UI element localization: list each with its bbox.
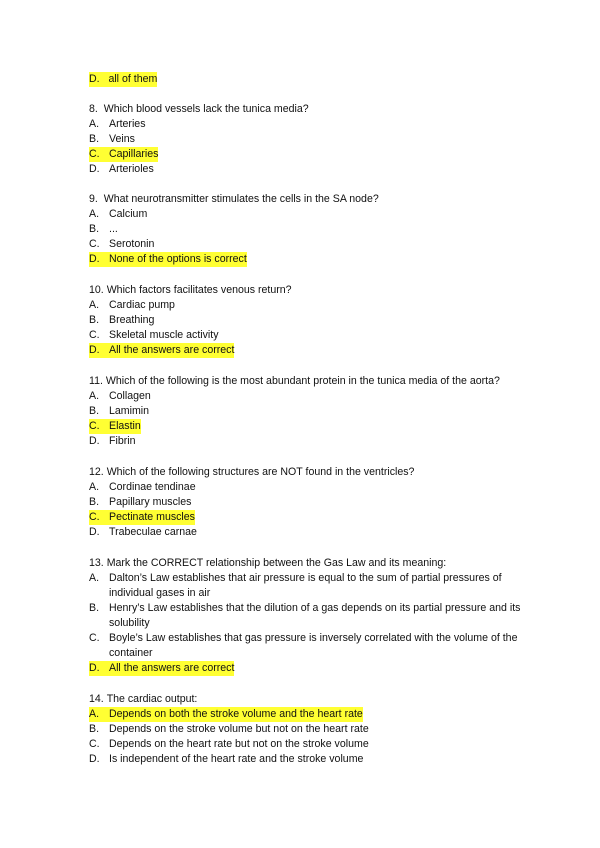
option-b — [89, 222, 539, 237]
option-text: Arterioles — [109, 163, 154, 175]
question-text: The cardiac output: — [106, 693, 198, 705]
option-text: Serotonin — [109, 238, 155, 250]
previous-question-answer — [89, 72, 157, 87]
question-stem — [89, 102, 539, 117]
option-b — [89, 601, 539, 631]
question-13 — [89, 556, 539, 676]
option-d — [89, 252, 539, 267]
option-a — [89, 389, 539, 404]
option-text: Arteries — [109, 118, 146, 130]
option-b — [89, 495, 539, 510]
highlighted-answer — [89, 707, 363, 722]
option-c — [89, 510, 539, 525]
question-stem — [89, 283, 539, 298]
option-d — [89, 162, 539, 177]
option-a — [89, 571, 539, 601]
option-text: Skeletal muscle activity — [109, 329, 219, 341]
option-letter: D. — [89, 163, 100, 175]
option-text: Fibrin — [109, 435, 136, 447]
question-text: Which of the following is the most abundant protein in the tunica media of the aorta? — [105, 375, 500, 387]
option-letter: D. — [89, 344, 100, 356]
option-letter: B. — [89, 496, 100, 508]
option-letter: C. — [89, 632, 100, 644]
question-number: 12. — [89, 466, 104, 478]
question-stem — [89, 192, 539, 207]
question-14 — [89, 692, 539, 767]
option-text: None of the options is correct — [109, 253, 247, 265]
question-11 — [89, 374, 539, 449]
question-12 — [89, 465, 539, 540]
question-text: Which of the following structures are NOT found in the ventricles? — [106, 466, 415, 478]
question-number: 8. — [89, 103, 98, 115]
option-c — [89, 237, 539, 252]
option-text: Depends on both the stroke volume and the heart rate — [109, 708, 363, 720]
option-a — [89, 117, 539, 132]
option-d — [89, 525, 539, 540]
highlighted-answer — [89, 419, 141, 434]
option-text: Breathing — [109, 314, 155, 326]
option-letter: A. — [89, 708, 100, 720]
option-letter: A. — [89, 481, 100, 493]
option-letter: C. — [89, 420, 100, 432]
option-letter: C. — [89, 238, 100, 250]
option-b — [89, 722, 539, 737]
option-b — [89, 404, 539, 419]
option-letter: B. — [89, 223, 100, 235]
option-c — [89, 147, 539, 162]
option-letter: D. — [89, 253, 100, 265]
option-d — [89, 434, 539, 449]
option-b — [89, 313, 539, 328]
option-c — [89, 328, 539, 343]
option-text: Elastin — [109, 420, 141, 432]
option-text: Henry’s Law establishes that the dilution of a gas depends on its partial pressure and its solubility — [109, 602, 521, 629]
option-d — [89, 661, 539, 676]
option-a — [89, 207, 539, 222]
option-text: Veins — [109, 133, 135, 145]
option-text: Lamimin — [109, 405, 150, 417]
highlighted-answer — [89, 343, 234, 358]
option-text: Papillary muscles — [109, 496, 192, 508]
question-9 — [89, 192, 539, 267]
option-text: Dalton’s Law establishes that air pressure is equal to the sum of partial pressures of individual gases in air — [109, 572, 502, 599]
option-b — [89, 132, 539, 147]
option-letter: A. — [89, 299, 100, 311]
option-text: All the answers are correct — [109, 662, 235, 674]
question-8 — [89, 102, 539, 177]
question-stem — [89, 465, 539, 480]
option-letter: A. — [89, 390, 100, 402]
option-text: Depends on the heart rate but not on the stroke volume — [109, 738, 369, 750]
question-text: What neurotransmitter stimulates the cells in the SA node? — [103, 193, 379, 205]
highlighted-answer — [89, 72, 157, 87]
option-text: Is independent of the heart rate and the stroke volume — [109, 753, 364, 765]
question-number: 11. — [89, 375, 103, 387]
option-letter: C. — [89, 738, 100, 750]
option-letter: B. — [89, 405, 100, 417]
option-letter: A. — [89, 118, 100, 130]
question-number: 10. — [89, 284, 104, 296]
option-text: ... — [109, 223, 118, 235]
option-d — [89, 343, 539, 358]
option-c — [89, 631, 539, 661]
option-c — [89, 419, 539, 434]
option-letter: C. — [89, 511, 100, 523]
option-text: Collagen — [109, 390, 151, 402]
option-letter: D. — [89, 435, 100, 447]
highlighted-answer — [89, 252, 247, 267]
option-c — [89, 737, 539, 752]
option-letter: B. — [89, 602, 100, 614]
option-text: Trabeculae carnae — [109, 526, 197, 538]
question-stem — [89, 374, 539, 389]
option-a — [89, 298, 539, 313]
option-text: Boyle’s Law establishes that gas pressure is inversely correlated with the volume of the container — [109, 632, 518, 659]
option-letter: B. — [89, 314, 100, 326]
option-text: Pectinate muscles — [109, 511, 195, 523]
option-text: Depends on the stroke volume but not on the heart rate — [109, 723, 369, 735]
question-number: 9. — [89, 193, 98, 205]
option-letter: C. — [89, 148, 100, 160]
highlighted-answer — [89, 661, 234, 676]
question-text: Which blood vessels lack the tunica media? — [103, 103, 309, 115]
option-text: Calcium — [109, 208, 148, 220]
option-a — [89, 707, 539, 722]
option-text: all of them — [108, 73, 158, 85]
highlighted-answer — [89, 147, 158, 162]
question-stem — [89, 556, 539, 571]
option-letter: D. — [89, 662, 100, 674]
option-d — [89, 752, 539, 767]
option-letter: A. — [89, 572, 100, 584]
option-letter: A. — [89, 208, 100, 220]
option-letter: D. — [89, 526, 100, 538]
question-text: Which factors facilitates venous return? — [106, 284, 292, 296]
option-letter: B. — [89, 723, 100, 735]
question-number: 13. — [89, 557, 104, 569]
question-stem — [89, 692, 539, 707]
option-letter: C. — [89, 329, 100, 341]
option-text: Cardiac pump — [109, 299, 175, 311]
question-text: Mark the CORRECT relationship between the Gas Law and its meaning: — [106, 557, 447, 569]
question-number: 14. — [89, 693, 104, 705]
option-letter: D. — [89, 73, 100, 85]
highlighted-answer — [89, 510, 195, 525]
option-a — [89, 480, 539, 495]
option-letter: B. — [89, 133, 100, 145]
option-letter: D. — [89, 753, 100, 765]
option-text: All the answers are correct — [109, 344, 235, 356]
option-text: Cordinae tendinae — [109, 481, 196, 493]
question-10 — [89, 283, 539, 358]
option-text: Capillaries — [109, 148, 159, 160]
